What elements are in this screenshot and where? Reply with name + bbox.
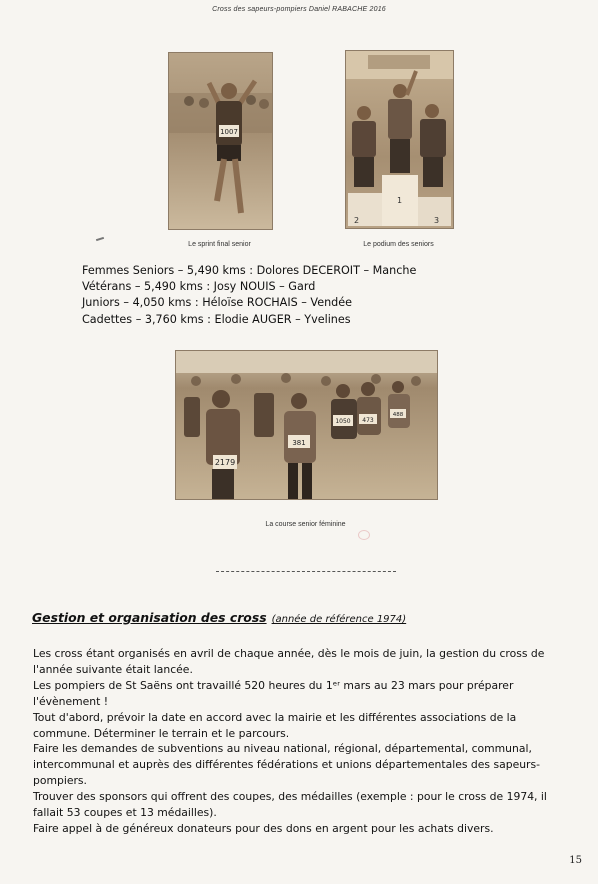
bib-381: 381 bbox=[292, 439, 306, 447]
section-title: Gestion et organisation des cross bbox=[32, 610, 267, 625]
women-race-photo-image bbox=[176, 351, 437, 499]
podium-place-2: 2 bbox=[354, 216, 360, 225]
paragraph: Les cross étant organisés en avril de chaque année, dès le mois de juin, la gestion du cross de l'année suivante était lancée. bbox=[33, 647, 545, 676]
paragraph: Faire appel à de généreux donateurs pour des dons en argent pour les achats divers. bbox=[33, 821, 494, 835]
paragraph: Trouver des sponsors qui offrent des coupes, des médailles (exemple : pour le cross de 1974, il fallait 53 coupes et 13 médailles). bbox=[33, 790, 547, 820]
sprint-photo-image bbox=[169, 53, 272, 229]
result-femmes-seniors: Femmes Seniors – 5,490 kms : Dolores DECEROIT – Manche bbox=[82, 264, 417, 277]
page-number: 15 bbox=[569, 855, 582, 866]
caption-course-feminine: La course senior féminine bbox=[265, 521, 346, 528]
section-body bbox=[33, 646, 558, 837]
photo-podium-seniors bbox=[345, 50, 454, 229]
bib-473: 473 bbox=[362, 417, 374, 424]
caption-podium-seniors: Le podium des seniors bbox=[363, 241, 434, 248]
result-cadettes: Cadettes – 3,760 kms : Elodie AUGER – Yvelines bbox=[82, 312, 351, 326]
podium-place-1: 1 bbox=[397, 196, 403, 205]
paragraph: Les pompiers de St Saëns ont travaillé 520 heures du 1ᵉʳ mars au 23 mars pour préparer l'évènement ! bbox=[33, 678, 514, 708]
section-heading bbox=[32, 610, 406, 625]
podium-place-3: 3 bbox=[434, 216, 440, 225]
section-subtitle: (année de référence 1974) bbox=[271, 614, 407, 625]
photo-course-feminine bbox=[175, 350, 438, 500]
section-separator bbox=[216, 571, 396, 572]
podium-photo-image bbox=[346, 51, 453, 228]
running-header: Cross des sapeurs-pompiers Daniel RABACHE 2016 bbox=[212, 6, 386, 13]
paragraph: Faire les demandes de subventions au niveau national, régional, départemental, communal, intercommunal et auprès des différentes fédérations et unions départementales des sapeurs-pompiers. bbox=[33, 742, 541, 788]
result-juniors: Juniors – 4,050 kms : Héloïse ROCHAIS – Vendée bbox=[82, 296, 353, 310]
caption-sprint-final: Le sprint final senior bbox=[188, 241, 251, 248]
runner-bib: 1007 bbox=[220, 128, 238, 136]
paragraph: Tout d'abord, prévoir la date en accord avec la mairie et les différentes associations de la commune. Déterminer le terrain et le parcours. bbox=[33, 710, 517, 740]
stain-mark bbox=[358, 530, 370, 540]
bib-1050: 1050 bbox=[335, 418, 351, 425]
results-list bbox=[82, 263, 416, 328]
result-veterans: Vétérans – 5,490 kms : Josy NOUIS – Gard bbox=[82, 280, 316, 294]
photo-sprint-final bbox=[168, 52, 273, 230]
bib-2179: 2179 bbox=[214, 458, 236, 467]
bib-488: 488 bbox=[392, 412, 404, 418]
pencil-mark bbox=[96, 237, 104, 241]
